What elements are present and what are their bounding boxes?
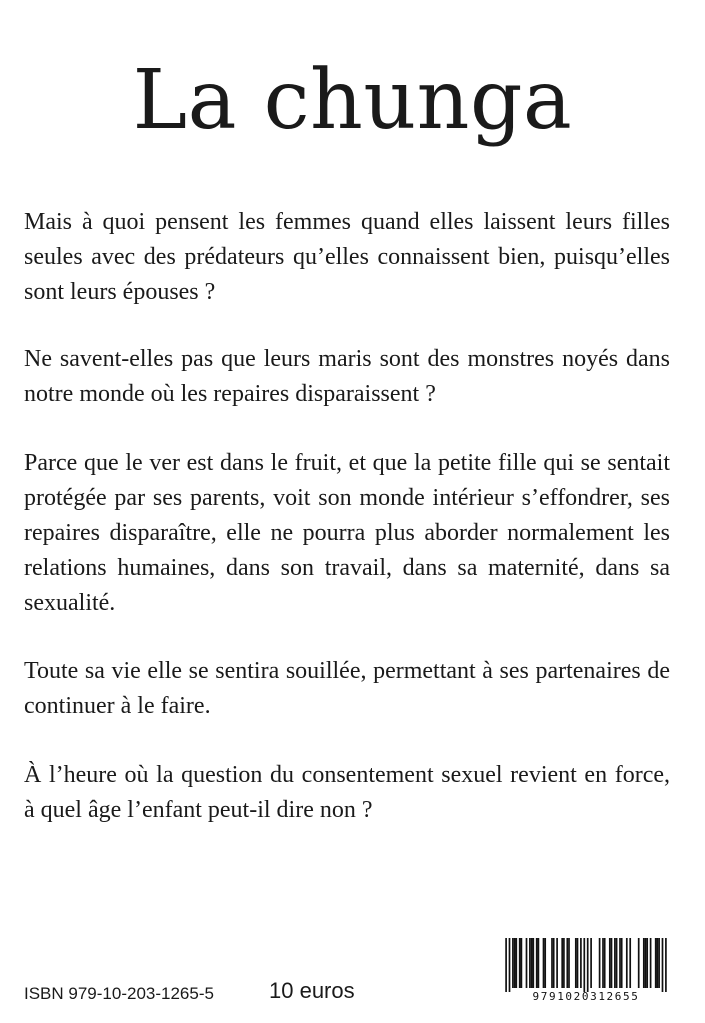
barcode-bar xyxy=(577,938,579,988)
barcode-bar xyxy=(521,938,523,988)
barcode-bar xyxy=(619,938,621,988)
barcode-bar xyxy=(583,938,585,992)
barcode-bar xyxy=(602,938,604,988)
barcode-bar xyxy=(515,938,517,988)
barcode-bar xyxy=(590,938,592,988)
barcode-bar xyxy=(657,938,659,988)
barcode-bar xyxy=(568,938,570,988)
barcode-bar xyxy=(662,938,664,992)
barcode-bar xyxy=(561,938,563,988)
barcode-bar xyxy=(616,938,618,988)
barcode-bar xyxy=(655,938,657,988)
barcode-bar xyxy=(519,938,521,988)
barcode-bar xyxy=(643,938,645,988)
barcode-bar xyxy=(587,938,589,992)
isbn-label: ISBN 979-10-203-1265-5 xyxy=(24,984,214,1003)
barcode-bar xyxy=(645,938,647,988)
barcode-bar xyxy=(650,938,652,988)
barcode-bar xyxy=(665,938,667,992)
barcode-bar xyxy=(509,938,511,992)
barcode-bar xyxy=(526,938,528,988)
blurb-paragraph-2: Ne savent-elles pas que leurs maris sont des monstres noyés dans notre monde où les repaires disparaissent ? xyxy=(24,346,670,407)
barcode-bar xyxy=(575,938,577,988)
barcode-bar xyxy=(658,938,660,988)
barcode-bar xyxy=(556,938,558,988)
barcode-bar xyxy=(629,938,631,988)
barcode-bar xyxy=(580,938,582,988)
barcode-bar xyxy=(532,938,534,988)
barcode-bar xyxy=(599,938,601,988)
barcode-bar xyxy=(505,938,507,992)
barcode-bar xyxy=(544,938,546,988)
barcode-bar xyxy=(611,938,613,988)
barcode-bar xyxy=(531,938,533,988)
barcode-bar xyxy=(566,938,568,988)
barcode-bar xyxy=(604,938,606,988)
barcode-bar xyxy=(551,938,553,988)
barcode-bar xyxy=(626,938,628,988)
price-label: 10 euros xyxy=(269,978,355,1003)
barcode-bar xyxy=(512,938,514,988)
barcode-bar xyxy=(638,938,640,988)
barcode-bar xyxy=(543,938,545,988)
barcode-bar xyxy=(514,938,516,988)
barcode-bar xyxy=(536,938,538,988)
barcode-bar xyxy=(563,938,565,988)
barcode-icon xyxy=(497,936,675,1002)
barcode-bar xyxy=(621,938,623,988)
barcode-bar xyxy=(553,938,555,988)
barcode-bar xyxy=(538,938,540,988)
barcode-bar xyxy=(646,938,648,988)
barcode-bar xyxy=(614,938,616,988)
book-title: La chunga xyxy=(132,52,573,148)
blurb-paragraph-5: À l’heure où la question du consentement sexuel revient en force, à quel âge l’enfant peut-il dire non ? xyxy=(24,762,670,823)
blurb-paragraph-3: Parce que le ver est dans le fruit, et que la petite fille qui se sentait protégée par ses parents, voit son monde intérieur s’effondrer, ses repaires disparaître, elle ne pourra plus aborder normalement les relations humaines, dans son travail, dans sa maternité, dans sa sexualité. xyxy=(24,450,670,616)
blurb-paragraph-1: Mais à quoi pensent les femmes quand elles laissent leurs filles seules avec des prédateurs qu’elles connaissent bien, puisqu’elles sont leurs épouses ? xyxy=(24,209,670,305)
barcode-bar xyxy=(609,938,611,988)
barcode-bar xyxy=(529,938,531,988)
blurb-paragraph-4: Toute sa vie elle se sentira souillée, permettant à ses partenaires de continuer à le faire. xyxy=(24,658,670,719)
barcode-digits: 9791020312655 xyxy=(532,990,640,1002)
